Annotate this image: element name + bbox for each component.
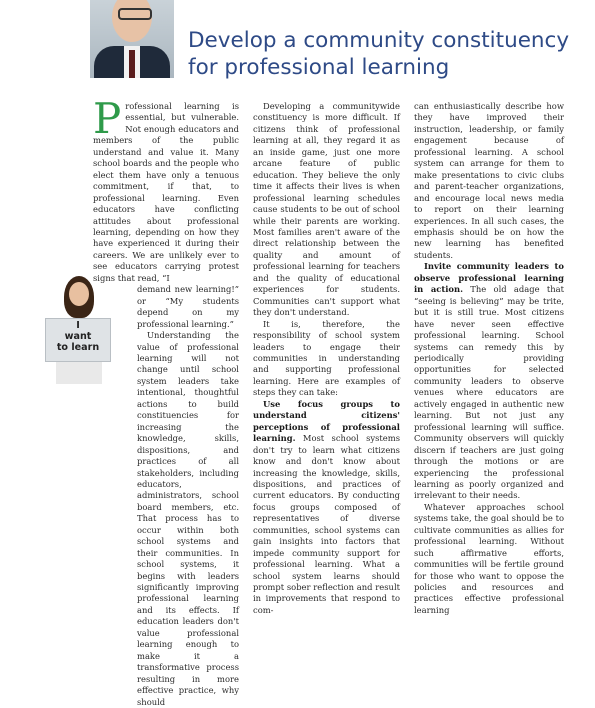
subhead-focus-groups: Use focus groups to understand citizens' perceptions of professional learning. bbox=[253, 398, 400, 444]
column-3 bbox=[414, 101, 564, 616]
paragraph-focus-groups: Use focus groups to understand citizens' perceptions of professional learning. Most school systems don't try to learn what citizens know and don't know about increasing the knowledge, skills, dispositions, and practices of current educators. By conducting focus groups composed of representatives of diverse communities, school systems can gain insights into factors that impede community support for professional learning. What a school system learns should prompt sober reflection and result in improvements that respond to com- bbox=[253, 398, 400, 615]
drop-cap: P bbox=[93, 94, 122, 143]
paragraph-constituency: Developing a communitywide constituency is more difficult. If citizens think of professional learning at all, they regard it as an inside game, just one more arcane feature of public education. They believe the only time it affects their lives is when professional learning schedules cause students to be out of school while their parents are working. Most families aren't aware of the direct relationship between the quality and amount of professional learning for teachers and the quality of educational experiences for students. Communities can't support what they don't understand. bbox=[253, 101, 400, 318]
i-want-to-learn-sign: I want to learn bbox=[45, 318, 111, 362]
paragraph-goal: Whatever approaches school systems take, the goal should be to cultivate communities as allies for professional learning. Without such affirmative efforts, communities will be fertile ground for those who want to oppose the policies and resources and practices effective professional learning bbox=[414, 501, 564, 615]
column-1 bbox=[93, 94, 239, 708]
page-title: Develop a community constituency for professional learning bbox=[188, 28, 570, 80]
paragraph-understanding: Understanding the value of professional learning will not change until school system leaders take intentional, thoughtful actions to build constituencies for increasing the knowledge, skills, dispositions, and practices of all stakeholders, including educators, administrators, school board members, etc. That process has to occur within both school systems and their communities. In school systems, it begins with leaders significantly improving professional learning and its effects. If education leaders don't value professional learning enough to make it a transformative process resulting in more effective practice, why should bbox=[137, 330, 239, 707]
subhead-observe: Invite community leaders to observe professional learning in action. bbox=[414, 261, 564, 295]
paragraph-intro: Professional learning is essential, but vulnerable. Not enough educators and members of the public understand and value it. Many school boards and the people who elect them have only a tenuous commitment, if that, to professional learning. Even educators have conflicting attitudes about professional learning, depending on how they have experienced it during their careers. We are unlikely ever to see educators carrying protest signs that read, “I bbox=[93, 94, 239, 283]
author-photo bbox=[90, 0, 174, 78]
paragraph-observe: Invite community leaders to observe professional learning in action. The old adage that “seeing is believing” may be trite, but it is still true. Most citizens have never seen effective professional learning. School systems can remedy this by periodically providing opportunities for selected community leaders to observe venues where educators are actively engaged in authentic new learning. But not just any professional learning will suffice. Community observers will quickly discern if teachers are just going through the motions or are experiencing the professional learning as poorly organized and irrelevant to their needs. bbox=[414, 261, 564, 501]
paragraph-responsibility: It is, therefore, the responsibility of school system leaders to engage their communities in understanding and supporting professional learning. Here are examples of steps they can take: bbox=[253, 318, 400, 398]
paragraph-presentations: can enthusiastically describe how they have improved their instruction, leadership, or family engagement because of professional learning. A school system can arrange for them to make presentations to civic clubs and parent-teacher organizations, and encourage local news media to report on their learning experiences. In all such cases, the emphasis should be on how the new learning has benefited students. bbox=[414, 101, 564, 260]
learner-illustration bbox=[42, 276, 114, 384]
protest-quote: demand new learning!” or “My students depend on my professional learning.” bbox=[137, 284, 239, 329]
column-2 bbox=[253, 101, 400, 616]
